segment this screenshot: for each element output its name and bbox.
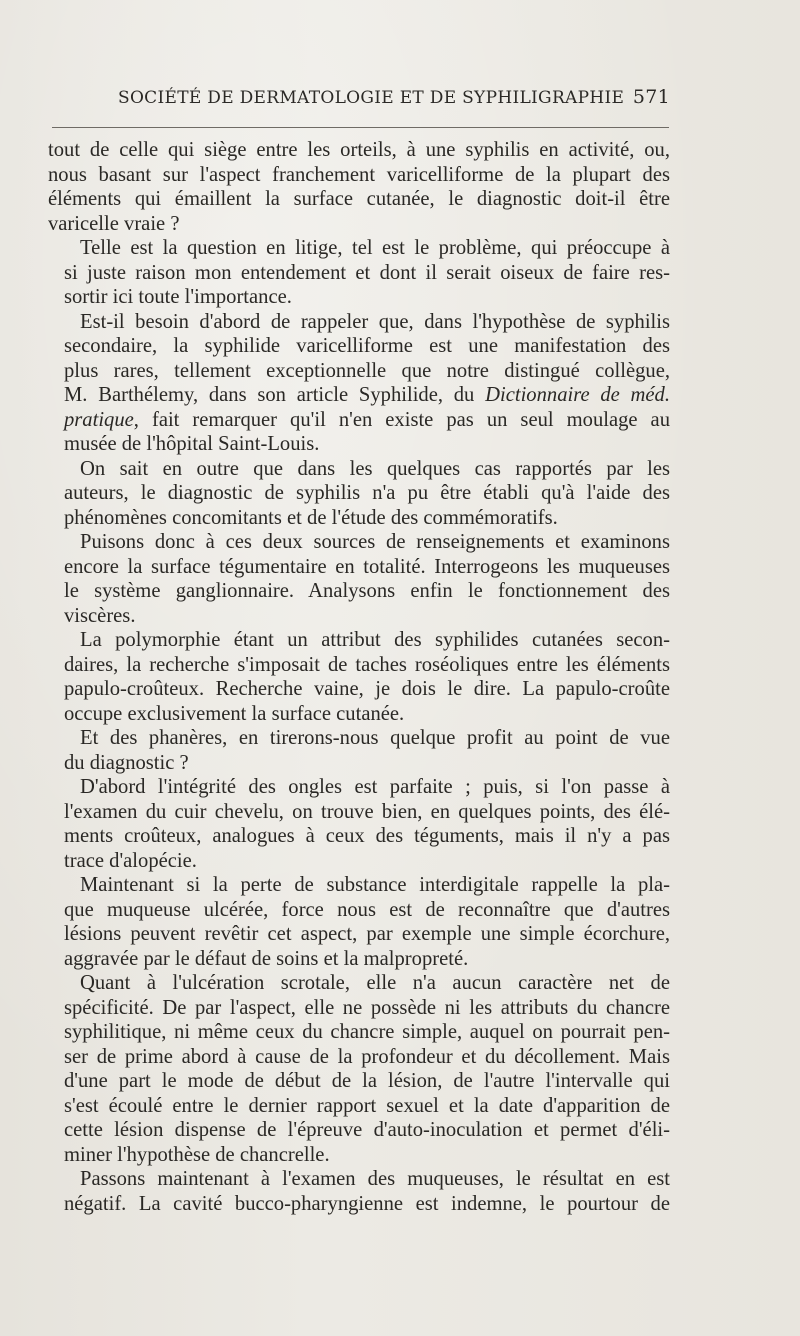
paragraph: [48, 873, 670, 971]
text-line: varicelle vraie ?: [48, 212, 180, 235]
running-header: [118, 86, 670, 116]
text-line: plus rares, tellement exceptionnelle que notre distingué collègue,: [64, 359, 670, 382]
text-line: cette lésion dispense de l'épreuve d'auto-inoculation et permet d'éli-: [64, 1119, 670, 1141]
text-line: Telle est la question en litige, tel est le problème, qui préoccupe à: [80, 237, 670, 259]
text-line: s'est écoulé entre le dernier rapport sexuel et la date d'apparition de: [64, 1094, 670, 1117]
text-line: que muqueuse ulcérée, force nous est de reconnaître que d'autres: [64, 898, 670, 921]
text-line: auteurs, le diagnostic de syphilis n'a pu être établi qu'à l'aide des: [64, 482, 670, 504]
text-line: sortir ici toute l'importance.: [64, 286, 292, 308]
paragraph: [48, 726, 670, 775]
text-line: musée de l'hôpital Saint-Louis.: [64, 433, 320, 455]
text-line: occupe exclusivement la surface cutanée.: [64, 702, 405, 725]
text-line: papulo-croûteux. Recherche vaine, je dois le dire. La papulo-croûte: [64, 678, 670, 700]
text-line: aggravée par le défaut de soins et la malpropreté.: [64, 947, 469, 970]
text-line: Est-il besoin d'abord de rappeler que, dans l'hypothèse de syphilis: [80, 310, 670, 333]
text-line: On sait en outre que dans les quelques cas rapportés par les: [80, 457, 670, 480]
italic-title: Dictionnaire de méd.: [485, 384, 670, 406]
paragraph: [48, 1167, 670, 1216]
paragraph: [48, 138, 670, 236]
text-line: phénomènes concomitants et de l'étude des commémoratifs.: [64, 506, 558, 529]
text-line: encore la surface tégumentaire en totalité. Interrogeons les muqueuses: [64, 555, 670, 578]
running-title: SOCIÉTÉ DE DERMATOLOGIE ET DE SYPHILIGRAPHIE: [118, 88, 625, 108]
text-line: trace d'alopécie.: [64, 849, 197, 872]
text-line: Quant à l'ulcération scrotale, elle n'a aucun caractère net de: [80, 972, 670, 994]
header-rule: [52, 127, 669, 128]
page-number: 571: [632, 86, 670, 108]
text-line: négatif. La cavité bucco-pharyngienne est indemne, le pourtour de: [64, 1192, 670, 1215]
text-line: l'examen du cuir chevelu, on trouve bien, en quelques points, des élé-: [64, 800, 670, 823]
text-line: viscères.: [64, 604, 136, 627]
text-line: secondaire, la syphilide varicelliforme est une manifestation des: [64, 335, 670, 357]
text-line: lésions peuvent revêtir cet aspect, par exemple une simple écorchure,: [64, 923, 670, 945]
text-line: miner l'hypothèse de chancrelle.: [64, 1143, 330, 1166]
paragraph: [48, 775, 670, 873]
text-line: [48, 408, 670, 433]
text-line: le système ganglionnaire. Analysons enfin le fonctionnement des: [64, 580, 670, 602]
text-line: Et des phanères, en tirerons-nous quelque profit au point de vue: [80, 727, 670, 749]
body-text: [48, 138, 670, 1216]
text-line: ments croûteux, analogues à ceux des téguments, mais il n'y a pas: [64, 825, 670, 847]
text-line: D'abord l'intégrité des ongles est parfaite ; puis, si l'on passe à: [80, 776, 670, 798]
paragraph: [48, 530, 670, 628]
text-line: La polymorphie étant un attribut des syphilides cutanées secon-: [80, 629, 670, 651]
paragraph: [48, 628, 670, 726]
text-line: éléments qui émaillent la surface cutanée, le diagnostic doit-il être: [48, 188, 670, 210]
text-line: syphilitique, ni même ceux du chancre simple, auquel on pourrait pen-: [64, 1021, 670, 1043]
text-line: Puisons donc à ces deux sources de renseignements et examinons: [80, 531, 670, 553]
paragraph: [48, 236, 670, 310]
text-line: d'une part le mode de début de la lésion, de l'autre l'intervalle qui: [64, 1070, 670, 1092]
text-line: [48, 383, 670, 408]
text-line: nous basant sur l'aspect franchement varicelliforme de la plupart des: [48, 163, 670, 186]
paragraph: [48, 310, 670, 457]
text-segment: , fait remarquer qu'il n'en existe pas un seul moulage au: [133, 408, 670, 431]
text-line: ser de prime abord à cause de la profondeur et du décollement. Mais: [64, 1045, 670, 1068]
text-line: si juste raison mon entendement et dont il serait oiseux de faire res-: [64, 261, 670, 284]
italic-title: pratique: [64, 408, 134, 431]
text-line: tout de celle qui siège entre les orteils, à une syphilis en activité, ou,: [48, 139, 670, 161]
text-line: Maintenant si la perte de substance interdigitale rappelle la pla-: [80, 874, 670, 896]
text-line: Passons maintenant à l'examen des muqueuses, le résultat en est: [80, 1168, 670, 1190]
text-line: du diagnostic ?: [64, 751, 189, 774]
text-line: daires, la recherche s'imposait de taches roséoliques entre les éléments: [64, 653, 670, 676]
text-segment: M. Barthélemy, dans son article Syphilide, du: [64, 384, 486, 406]
paragraph: [48, 971, 670, 1167]
paragraph: [48, 457, 670, 531]
text-line: spécificité. De par l'aspect, elle ne possède ni les attributs du chancre: [64, 996, 670, 1019]
